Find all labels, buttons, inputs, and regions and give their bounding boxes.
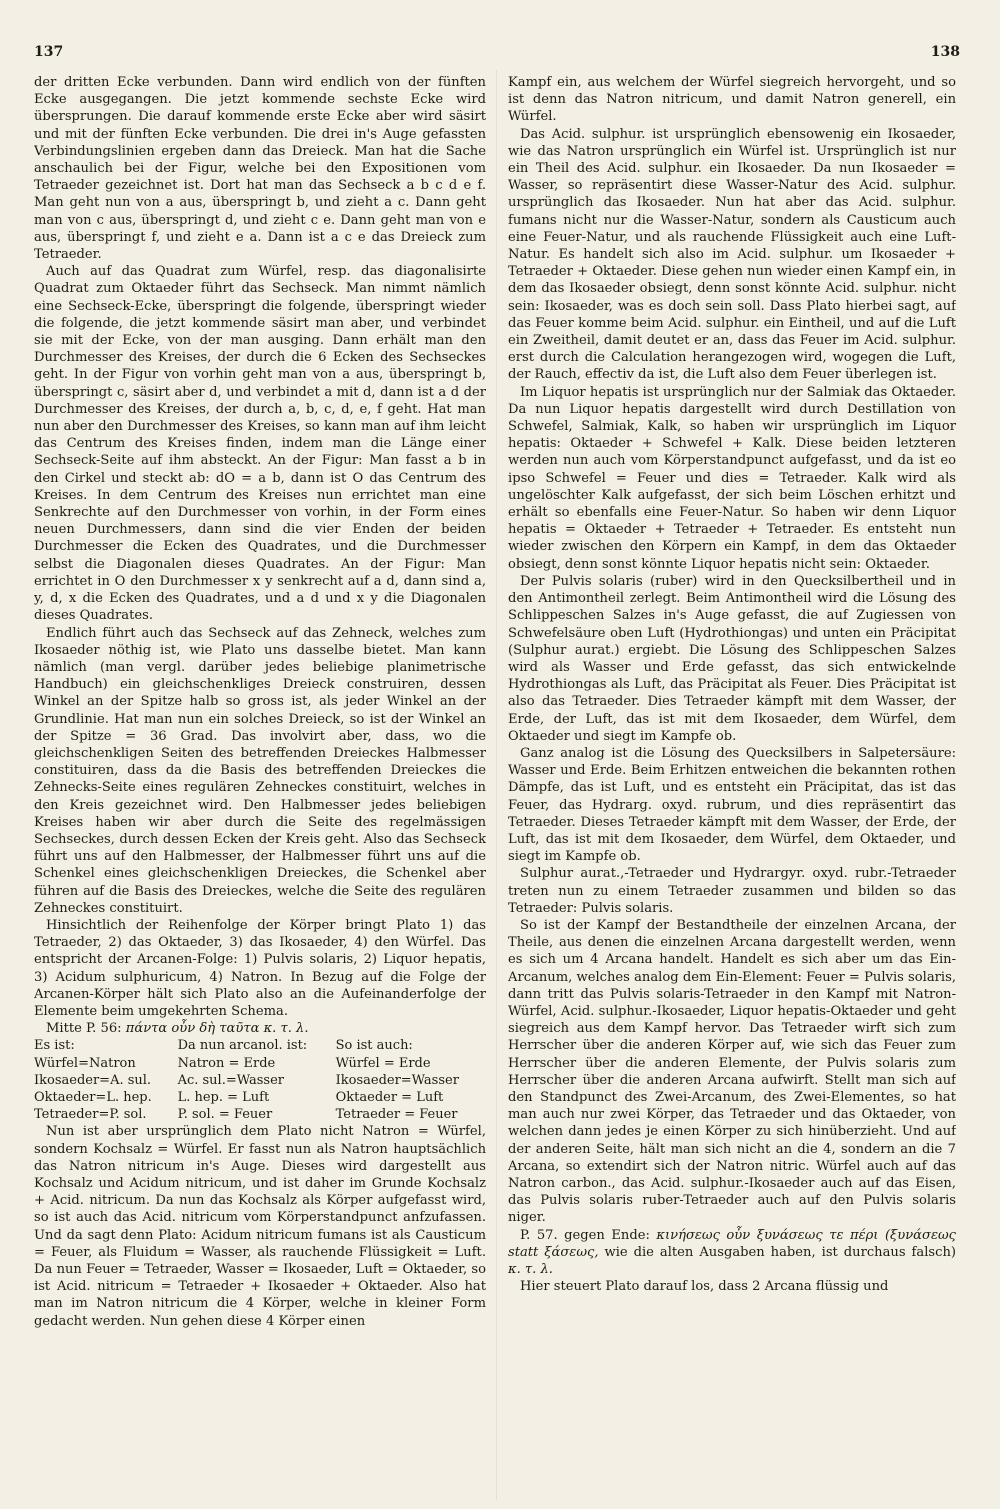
paragraph: Der Pulvis solaris (ruber) wird in den Quecksilbertheil und in den Antimontheil zerlegt. Beim Antimontheil wird die Lösung des Schlippeschen Salzes in's Auge gefasst, die auf Zugiessen von Schwefelsäure oben Luft (Hydrothiongas) und unten ein Präcipitat (Sulphur aurat.) ergiebt. Die Lösung des Schlippeschen Salzes wird als Wasser und Erde gefasst, das sich entwickelnde Hydrothiongas als Luft, das Präcipitat als Feuer. Dies Präcipitat ist also das Tetraeder. Dies Tetraeder kämpft mit dem Wasser, der Erde, der Luft, das ist mit dem Ikosaeder, dem Würfel, dem Oktaeder und siegt im Kampfe ob. bbox=[508, 573, 956, 744]
table-row bbox=[34, 1072, 486, 1089]
equivalence-header-row bbox=[34, 1037, 486, 1054]
table-row bbox=[34, 1055, 486, 1072]
paragraph: Nun ist aber ursprünglich dem Plato nicht Natron = Würfel, sondern Kochsalz = Würfel. Er fasst nun als Natron hauptsächlich das Natron nitricum in's Auge. Dieses wird dargestellt aus Kochsalz und Acidum nitricum, und ist daher im Grunde Kochsalz + Acid. nitricum. Da nun das Kochsalz als Körper aufgefasst wird, so ist auch das Acid. nitricum vom Körperstandpunct anfzufassen. Und da sagt denn Plato: Acidum nitricum fumans ist als Causticum = Feuer, als Fluidum = Wasser, als rauchende Flüssigkeit = Luft. Da nun Feuer = Tetraeder, Wasser = Ikosaeder, Luft = Oktaeder, so ist Acid. nitricum = Tetraeder + Ikosaeder + Oktaeder. Also hat man im Natron nitricum die 4 Körper, welche in kleiner Form gedacht werden. Nun gehen diese 4 Körper einen bbox=[34, 1124, 486, 1329]
paragraph: Das Acid. sulphur. ist ursprünglich ebensowenig ein Ikosaeder, wie das Natron ursprünglich ein Würfel ist. Ursprünglich ist nur ein Theil des Acid. sulphur. ein Ikosaeder. Da nun Ikosaeder = Wasser, so repräsentirt diese Wasser-Natur des Acid. sulphur. ursprünglich das Ikosaeder. Nun hat aber das Acid. sulphur. fumans nicht nur die Wasser-Natur, sondern als Causticum auch eine Feuer-Natur, und als rauchende Flüssigkeit auch eine Luft-Natur. Es handelt sich also im Acid. sulphur. um Ikosaeder + Tetraeder + Oktaeder. Diese gehen nun wieder einen Kampf ein, in dem das Ikosaeder obsiegt, denn sonst könnte Acid. sulphur. nicht sein: Ikosaeder, was es doch sein soll. Dass Plato hierbei sagt, auf das Feuer komme beim Acid. sulphur. ein Eintheil, und auf die Luft ein Zweitheil, damit deutet er an, dass das Feuer im Acid. sulphur. erst durch die Calculation herangezogen wird, wogegen die Luft, der Rauch, effectiv da ist, die Luft also dem Feuer überlegen ist. bbox=[508, 126, 956, 383]
paragraph: der dritten Ecke verbunden. Dann wird endlich von der fünften Ecke ausgegangen. Die jetzt kommende sechste Ecke wird übersprungen. Die darauf kommende erste Ecke aber wird säsirt und mit der fünften Ecke verbunden. Die drei in's Auge gefassten Verbindungslinien ergeben dann das Dreieck. Man hat die Sache anschaulich bei der Figur, welche bei den Expositionen vom Tetraeder gezeichnet ist. Dort hat man das Sechseck a b c d e f. Man geht nun von a aus, überspringt b, und zieht a c. Dann geht man von c aus, überspringt d, und zieht c e. Dann geht man von e aus, überspringt f, und zieht e a. Dann ist a c e das Dreieck zum Tetraeder. bbox=[34, 75, 486, 263]
page-number-right: 138 bbox=[930, 44, 960, 60]
table-cell: Oktaeder = Luft bbox=[335, 1089, 444, 1105]
equivalence-header: Da nun arcanol. ist: bbox=[177, 1038, 308, 1054]
paragraph: So ist der Kampf der Bestandtheile der einzelnen Arcana, der Theile, aus denen die einzelnen Arcana dargestellt werden, wenn es sich um 4 Arcana handelt. Handelt es sich aber um das Ein-Arcanum, welches analog dem Ein-Element: Feuer = Pulvis solaris, dann tritt das Pulvis solaris-Tetraeder in den Kampf mit Natron-Würfel, Acid. sulphur.-Ikosaeder, Liquor hepatis-Oktaeder und geht siegreich aus dem Kampf hervor. Das Tetraeder wirft sich zum Herrscher über die anderen Körper auf, wie sich das Feuer zum Herrscher über die anderen Elemente, der Pulvis solaris zum Herrscher über die anderen Arcana aufwirft. Stellt man sich auf den Standpunct des Zwei-Arcanum, des Zwei-Elementes, so hat man auch nur zwei Körper, das Tetraeder und das Oktaeder, von welchen dann jedes je einen Körper zu sich hinüberzieht. Und auf der anderen Seite, hält man sich nicht an die 4, sondern an die 7 Arcana, so extendirt sich der Natron nitric. Würfel auch auf das Natron carbon., das Acid. sulphur.-Ikosaeder auch auf das Eisen, das Pulvis solaris ruber-Tetraeder auch auf den Pulvis solaris niger. bbox=[508, 917, 956, 1226]
equivalence-header: Es ist: bbox=[34, 1038, 75, 1054]
quote-prefix: Mitte P. 56: bbox=[46, 1021, 122, 1037]
table-cell: Tetraeder = Feuer bbox=[335, 1107, 458, 1123]
table-row bbox=[34, 1089, 486, 1106]
table-cell: P. sol. = Feuer bbox=[177, 1107, 273, 1123]
paragraph: Sulphur aurat.,-Tetraeder und Hydrargyr. oxyd. rubr.-Tetraeder treten nun zu einem Tetraeder zusammen und bilden so das Tetraeder: Pulvis solaris. bbox=[508, 866, 956, 916]
greek-note bbox=[508, 1227, 956, 1279]
table-row bbox=[34, 1106, 486, 1123]
table-cell: Natron = Erde bbox=[177, 1055, 276, 1071]
table-cell: Ac. sul.=Wasser bbox=[177, 1072, 284, 1088]
equivalence-table bbox=[34, 1037, 486, 1123]
paragraph: Im Liquor hepatis ist ursprünglich nur der Salmiak das Oktaeder. Da nun Liquor hepatis dargestellt wird durch Destillation von Schwefel, Salmiak, Kalk, so haben wir ursprünglich im Liquor hepatis: Oktaeder + Schwefel + Kalk. Diese beiden letzteren werden nun auch vom Körperstandpunct aufgefasst, und da ist eo ipso Schwefel = Feuer und dies = Tetraeder. Kalk wird als ungelöschter Kalk aufgefasst, der sich beim Löschen erhitzt und erhält so ebenfalls eine Feuer-Natur. So haben wir denn Liquor hepatis = Oktaeder + Tetraeder + Tetraeder. Es entsteht nun wieder zwischen den Körpern ein Kampf, in dem das Oktaeder obsiegt, denn sonst könnte Liquor hepatis nicht sein: Oktaeder. bbox=[508, 384, 956, 572]
paragraph: Ganz analog ist die Lösung des Quecksilbers in Salpetersäure: Wasser und Erde. Beim Erhitzen entweichen die bekannten rothen Dämpfe, das ist Luft, und es entsteht ein Präcipitat, das ist das Feuer, das Hydrarg. oxyd. rubrum, und dies repräsentirt das Tetraeder. Dieses Tetraeder kämpft mit dem Wasser, der Erde, der Luft, das ist mit dem Ikosaeder, dem Würfel, dem Oktaeder, und siegt im Kampfe ob. bbox=[508, 745, 956, 865]
equivalence-header: So ist auch: bbox=[335, 1038, 413, 1054]
table-cell: Oktaeder=L. hep. bbox=[34, 1089, 152, 1105]
paragraph: Endlich führt auch das Sechseck auf das Zehneck, welches zum Ikosaeder nöthig ist, wie Plato uns dasselbe bietet. Man kann nämlich (man vergl. darüber jedes beliebige planimetrische Handbuch) ein gleichschenkliges Dreieck construiren, dessen Winkel an der Spitze halb so gross ist, als jeder Winkel an der Grundlinie. Hat man nun ein solches Dreieck, so ist der Winkel an der Spitze = 36 Grad. Das involvirt aber, dass, wo die gleichschenkligen Seiten des betreffenden Dreieckes Halbmesser constituiren, dass da die Basis des betreffenden Dreieckes die Zehnecks-Seite eines regulären Zehneckes constituirt, welches in den Kreis gezeichnet wird. Den Halbmesser jedes beliebigen Kreises haben wir aber durch die Seite des regelmässigen Sechseckes, durch dessen Ecken der Kreis geht. Also das Sechseck führt uns auf den Halbmesser, der Halbmesser führt uns auf die Schenkel eines gleichschenkligen Dreieckes, die Schenkel aber führen auf die Basis des Dreieckes, welche die Seite des regulären Zehneckes constituirt. bbox=[34, 625, 486, 916]
greek-note-suffix: wie die alten Ausgaben haben, ist durchaus falsch) bbox=[604, 1244, 956, 1260]
greek-quote: πάντα οὖν δὴ ταῦτα κ. τ. λ. bbox=[125, 1021, 309, 1037]
right-column bbox=[508, 74, 956, 1499]
table-cell: L. hep. = Luft bbox=[177, 1089, 270, 1105]
paragraph: Hier steuert Plato darauf los, dass 2 Arcana flüssig und bbox=[520, 1279, 889, 1295]
greek-note-tail: κ. τ. λ. bbox=[508, 1262, 553, 1278]
greek-note-text: κινήσεως οὖν ξυνάσεως τε πέρι (ξυνάσεως statt ξάσεως, bbox=[508, 1227, 956, 1260]
greek-note-prefix: P. 57. gegen Ende: bbox=[520, 1227, 650, 1243]
table-cell: Würfel = Erde bbox=[335, 1055, 431, 1071]
column-gutter bbox=[496, 70, 497, 1500]
table-cell: Ikosaeder=A. sul. bbox=[34, 1072, 152, 1088]
left-column bbox=[34, 74, 486, 1499]
table-cell: Ikosaeder=Wasser bbox=[335, 1072, 459, 1088]
table-cell: Tetraeder=P. sol. bbox=[34, 1107, 147, 1123]
page-number-left: 137 bbox=[34, 44, 64, 60]
paragraph: Kampf ein, aus welchem der Würfel siegreich hervorgeht, und so ist denn das Natron nitricum, und damit Natron generell, ein Würfel. bbox=[508, 75, 956, 125]
paragraph: Auch auf das Quadrat zum Würfel, resp. das diagonalisirte Quadrat zum Oktaeder führt das Sechseck. Man nimmt nämlich eine Sechseck-Ecke, überspringt die folgende, überspringt wieder die folgende, die jetzt kommende säsirt man aber, und verbindet sie mit der Ecke, von der man ausging. Dann erhält man den Durchmesser des Kreises, der durch die 6 Ecken des Sechseckes geht. In der Figur von vorhin geht man von a aus, überspringt b, überspringt c, säsirt aber d, und verbindet a mit d, dann ist a d der Durchmesser des Kreises, der durch a, b, c, d, e, f geht. Hat man nun aber den Durchmesser des Kreises, so kann man auf ihm leicht das Centrum des Kreises finden, indem man die Länge einer Sechseck-Seite auf ihm absteckt. An der Figur: Man fasst a b in den Cirkel und steckt ab: dO = a b, dann ist O das Centrum des Kreises. In dem Centrum des Kreises nun errichtet man eine Senkrechte auf den Durchmesser von vorhin, in der Form eines neuen Durchmessers, dann sind die vier Enden der beiden Durchmesser die Ecken des Quadrates, und die Durchmesser selbst die Diagonalen dieses Quadrates. An der Figur: Man errichtet in O den Durchmesser x y senkrecht auf a d, dann sind a, y, d, x die Ecken des Quadrates, und a d und x y die Diagonalen dieses Quadrates. bbox=[34, 264, 486, 624]
paragraph: Hinsichtlich der Reihenfolge der Körper bringt Plato 1) das Tetraeder, 2) das Oktaeder, 3) das Ikosaeder, 4) den Würfel. Das entspricht der Arcanen-Folge: 1) Pulvis solaris, 2) Liquor hepatis, 3) Acidum sulphuricum, 4) Natron. In Bezug auf die Folge der Arcanen-Körper hält sich Plato also an die Aufeinanderfolge der Elemente beim umgekehrten Schema. bbox=[34, 917, 486, 1019]
quote-line bbox=[34, 1020, 486, 1037]
table-cell: Würfel=Natron bbox=[34, 1055, 136, 1071]
